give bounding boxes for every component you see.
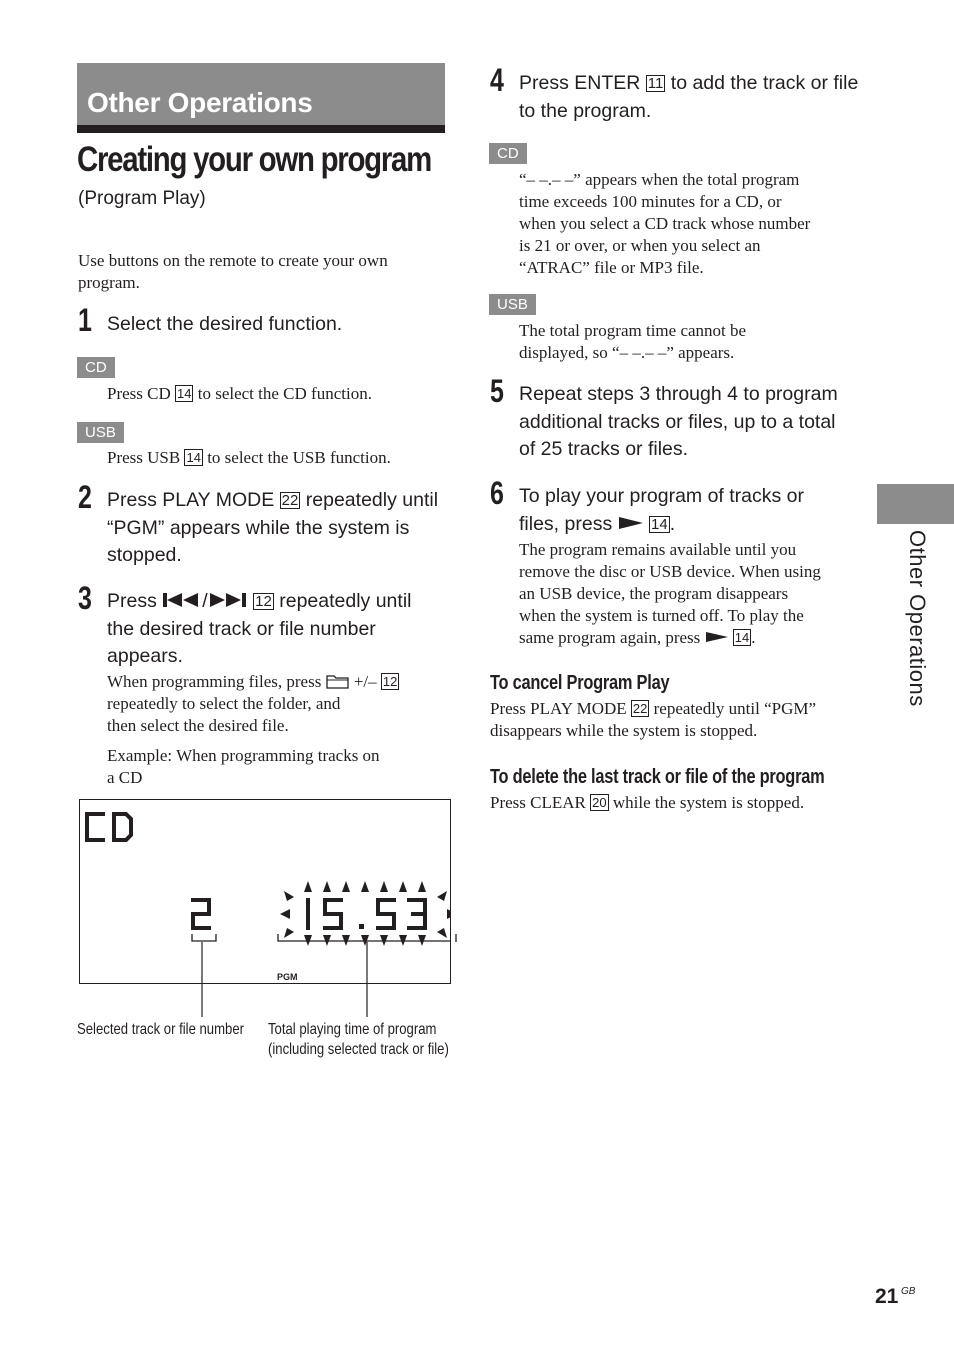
ref-number: 20 bbox=[592, 795, 607, 810]
step-3-example-line1: Example: When programming tracks on bbox=[107, 746, 380, 765]
ref-number: 12 bbox=[255, 593, 272, 610]
step-6-number: 6 bbox=[490, 475, 504, 511]
section-banner bbox=[77, 63, 445, 125]
step-6-text bbox=[519, 483, 864, 538]
lcd-time-digit bbox=[378, 900, 394, 928]
step-3-line3: appears. bbox=[107, 645, 183, 667]
step-4-usb-line1: The total program time cannot be bbox=[519, 321, 747, 340]
step-6-note bbox=[519, 539, 864, 649]
step-1-cd-a: Press CD bbox=[107, 384, 171, 403]
step-1-number: 1 bbox=[78, 302, 92, 338]
delete-heading: To delete the last track or file of the program bbox=[490, 766, 825, 788]
cancel-line2: disappears while the system is stopped. bbox=[490, 721, 758, 740]
usb-tag: USB bbox=[77, 422, 124, 443]
step-3-example-line2: a CD bbox=[107, 768, 143, 787]
step-1-usb-a: Press USB bbox=[107, 448, 181, 467]
play-icon bbox=[618, 516, 644, 530]
step-2-a: Press PLAY MODE bbox=[107, 489, 275, 511]
step-5-number: 5 bbox=[490, 373, 504, 409]
lcd-time-digit bbox=[325, 900, 341, 928]
side-tab-label: Other Operations bbox=[905, 530, 930, 707]
ref-number: 22 bbox=[281, 492, 299, 509]
section-banner-label: Other Operations bbox=[87, 87, 313, 118]
cd-tag: CD bbox=[489, 143, 527, 164]
lcd-segment-glyph bbox=[87, 814, 103, 840]
next-track-icon bbox=[208, 592, 248, 608]
step-4-usb-note bbox=[519, 320, 864, 364]
step-6-line2b: . bbox=[669, 512, 676, 535]
ref-number: 14 bbox=[186, 450, 201, 465]
step-4-line2: to the program. bbox=[519, 99, 652, 122]
step-4-b: to add the track or file bbox=[670, 72, 859, 94]
usb-tag: USB bbox=[489, 294, 536, 315]
side-tab-marker bbox=[877, 484, 954, 524]
step-6-note-line1: The program remains available until you bbox=[519, 540, 797, 559]
step-4-usb-line2: displayed, so “– –.– –” appears. bbox=[519, 343, 735, 362]
ref-number: 14 bbox=[177, 386, 192, 401]
step-1-cd-note bbox=[107, 383, 372, 405]
cd-tag: CD bbox=[77, 357, 115, 378]
step-6-note-line3: an USB device, the program disappears bbox=[519, 584, 789, 603]
cancel-text bbox=[490, 698, 860, 742]
step-2-text bbox=[107, 487, 447, 570]
step-5-line2: additional tracks or files, up to a total bbox=[519, 410, 836, 433]
step-3-example bbox=[107, 745, 447, 789]
step-6-line1: To play your program of tracks or bbox=[519, 485, 805, 507]
step-5-line1: Repeat steps 3 through 4 to program bbox=[519, 383, 838, 405]
step-2-number: 2 bbox=[78, 479, 92, 515]
step-5-text bbox=[519, 381, 864, 464]
step-4-cd-line5: “ATRAC” file or MP3 file. bbox=[519, 258, 704, 277]
step-2-b: repeatedly until bbox=[305, 489, 439, 511]
step-6-note-line5a: same program again, press bbox=[519, 628, 701, 647]
lcd-decimal-point bbox=[359, 924, 364, 929]
step-1-text: Select the desired function. bbox=[107, 313, 343, 335]
step-3-note-line2: repeatedly to select the folder, and bbox=[107, 694, 341, 713]
cancel-heading: To cancel Program Play bbox=[490, 672, 670, 694]
step-4-cd-line3: when you select a CD track whose number bbox=[519, 214, 811, 233]
step-4-cd-line4: is 21 or over, or when you select an bbox=[519, 236, 761, 255]
step-3-sep: / bbox=[202, 590, 208, 612]
step-2-line2: “PGM” appears while the system is bbox=[107, 516, 410, 539]
ref-number: 14 bbox=[651, 515, 668, 533]
step-1-usb-b: to select the USB function. bbox=[207, 448, 391, 467]
caption-time-line1: Total playing time of program bbox=[268, 1021, 437, 1038]
step-6-line2a: files, press bbox=[519, 512, 613, 535]
step-4-cd-line2: time exceeds 100 minutes for a CD, or bbox=[519, 192, 782, 211]
step-4-a: Press ENTER bbox=[519, 72, 641, 94]
delete-a: Press CLEAR bbox=[490, 793, 586, 812]
prev-track-icon bbox=[162, 592, 202, 608]
step-1-usb-note bbox=[107, 447, 391, 469]
step-6-note-line5b: . bbox=[751, 628, 756, 647]
ref-number: 14 bbox=[734, 630, 750, 645]
step-2-line3: stopped. bbox=[107, 544, 182, 566]
step-3-number: 3 bbox=[78, 580, 92, 616]
caption-track: Selected track or file number bbox=[77, 1021, 244, 1038]
step-3-note-b: +/– bbox=[353, 672, 377, 691]
ref-number: 22 bbox=[632, 701, 648, 716]
step-6-note-line4: when the system is turned off. To play the bbox=[519, 606, 804, 625]
folder-icon bbox=[326, 673, 350, 689]
play-icon bbox=[705, 631, 729, 643]
ref-number: 11 bbox=[647, 75, 664, 92]
step-3-line2: the desired track or file number bbox=[107, 617, 376, 640]
step-3-text bbox=[107, 588, 447, 671]
caption-time-line2: (including selected track or file) bbox=[268, 1041, 449, 1058]
step-3-note-line3: then select the desired file. bbox=[107, 716, 289, 735]
lcd-segment-glyph bbox=[114, 814, 131, 840]
step-3-a: Press bbox=[107, 590, 157, 612]
step-6-note-line2: remove the disc or USB device. When using bbox=[519, 562, 821, 581]
step-3-note bbox=[107, 671, 447, 737]
cancel-b: repeatedly until “PGM” bbox=[653, 699, 817, 718]
lcd-pgm-indicator: PGM bbox=[276, 971, 298, 982]
cancel-a: Press PLAY MODE bbox=[490, 699, 627, 718]
step-1-cd-b: to select the CD function. bbox=[197, 384, 372, 403]
step-5-line3: of 25 tracks or files. bbox=[519, 438, 689, 460]
page-title: Creating your own program bbox=[77, 140, 432, 179]
step-4-number: 4 bbox=[490, 62, 504, 98]
lcd-display-graphic bbox=[79, 799, 451, 984]
step-4-text bbox=[519, 70, 864, 125]
page-number: 21 bbox=[875, 1285, 899, 1308]
step-4-cd-note bbox=[519, 169, 864, 279]
ref-number: 12 bbox=[382, 674, 398, 689]
intro-text: Use buttons on the remote to create your own program. bbox=[78, 251, 388, 292]
delete-text bbox=[490, 792, 804, 814]
delete-b: while the system is stopped. bbox=[612, 793, 805, 812]
page-subtitle: (Program Play) bbox=[78, 188, 206, 209]
page-number-suffix: GB bbox=[901, 1286, 916, 1297]
step-3-note-a: When programming files, press bbox=[107, 672, 322, 691]
banner-rule bbox=[77, 125, 445, 133]
lcd-track-digit bbox=[193, 900, 209, 928]
lcd-display-illustration bbox=[79, 799, 451, 984]
step-4-cd-line1: “– –.– –” appears when the total program bbox=[519, 170, 800, 189]
step-3-b: repeatedly until bbox=[279, 590, 412, 612]
lcd-time-digit bbox=[409, 900, 425, 928]
